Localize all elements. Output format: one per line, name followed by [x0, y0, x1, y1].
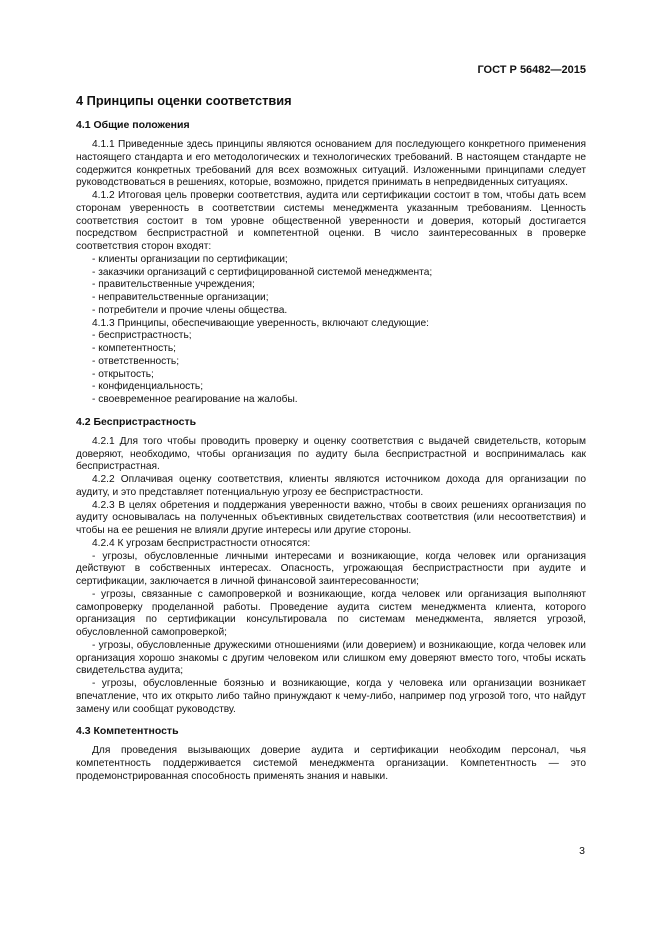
page-content	[76, 93, 586, 784]
threat-item: - угрозы, обусловленные личными интересами и возникающие, когда человек или организация действуют в собственных интересах. Опасность, угрожающая беспристрастности при аудите и сертификации, заключается в личной финансовой заинтересованности;	[76, 550, 586, 587]
list-item: - открытость;	[92, 368, 154, 380]
list-item: - потребители и прочие члены общества.	[92, 304, 288, 316]
section-4-1-heading: 4.1 Общие положения	[76, 119, 190, 131]
section-4-3-heading: 4.3 Компетентность	[76, 725, 179, 738]
list-item: - неправительственные организации;	[92, 292, 269, 303]
paragraph-4-1-2: 4.1.2 Итоговая цель проверки соответствия, аудита или сертификации состоит в том, чтобы дать всем сторонам уверенность в соответствии системы менеджмента указанным требованиям. Ценность соответствия состоит в том уровне общественной уверенности и доверия, который достигается посредством беспристрастной и компетентной оценки. В число заинтересованных в проверке соответствия сторон входят:	[76, 190, 586, 252]
document-id-header: ГОСТ Р 56482—2015	[477, 64, 586, 76]
stakeholder-list	[76, 254, 586, 318]
threat-item: - угрозы, связанные с самопроверкой и возникающие, когда человек или организация выполняют самопроверку проделанной работы. Проведение аудита систем менеджмента клиента, которого организация по сертификации консультировала по системам менеджмента, является угрозой, обусловленной самопроверкой;	[76, 588, 586, 638]
list-item: - клиенты организации по сертификации;	[92, 253, 288, 265]
list-item: - правительственные учреждения;	[92, 279, 255, 291]
paragraph-4-2-1: 4.2.1 Для того чтобы проводить проверку и оценку соответствия с выдачей свидетельств, которым доверяют, необходимо, чтобы организация по аудиту была беспристрастной и воспринималась как беспристрастная.	[76, 435, 586, 473]
threat-item: - угрозы, обусловленные боязнью и возникающие, когда у человека или организации возникает впечатление, что их открыто либо тайно принуждают к чему-либо, например под угрозой того, что найдут замену или сообщат руководству.	[76, 678, 586, 715]
list-item: - своевременное реагирование на жалобы.	[92, 394, 298, 405]
paragraph-4-1-3: 4.1.3 Принципы, обеспечивающие уверенность, включают следующие:	[92, 317, 429, 329]
paragraph-4-1-1: 4.1.1 Приведенные здесь принципы являются основанием для последующего конкретного применения настоящего стандарта и его методологических и технологических требований. В настоящем стандарте не содержится конкретных требований для всех возможных ситуаций. Изложенными принципами следует руководствоваться в решениях, которые, возможно, придется принимать в непредвиденных ситуациях.	[76, 139, 586, 189]
list-item: - конфиденциальность;	[92, 381, 204, 393]
threat-item: - угрозы, обусловленные дружескими отношениями (или доверием) и возникающие, когда человек или организация хорошо знакомы с другим человеком или слишком ему доверяют вместо того, чтобы искать свидетельства аудита;	[76, 639, 586, 677]
list-item: - компетентность;	[92, 343, 177, 354]
list-item: - ответственность;	[92, 355, 180, 367]
principles-list	[76, 330, 586, 407]
section-4-heading: 4 Принципы оценки соответствия	[76, 93, 292, 108]
list-item: - заказчики организаций с сертифицированной системой менеджмента;	[92, 266, 433, 278]
paragraph-4-2-2: 4.2.2 Оплачивая оценку соответствия, клиенты являются источником дохода для организации по аудиту, и это представляет потенциальную угрозу ее беспристрастности.	[76, 474, 586, 498]
section-4-2-heading: 4.2 Беспристрастность	[76, 415, 197, 428]
page-number: 3	[579, 845, 585, 857]
paragraph-4-2-4: 4.2.4 К угрозам беспристрастности относятся:	[92, 537, 311, 549]
list-item: - беспристрастность;	[92, 330, 192, 342]
paragraph-4-2-3: 4.2.3 В целях обретения и поддержания уверенности важно, чтобы в своих решениях организация по аудиту основывалась на полученных объективных свидетельствах соответствия (или несоответствия) и чтобы на ее решения не влияли другие интересы или другие стороны.	[76, 499, 586, 536]
paragraph-4-3: Для проведения вызывающих доверие аудита и сертификации необходим персонал, чья компетентность поддерживается системой менеджмента организации. Компетентность — это продемонстрированная способность применять знания и навыки.	[76, 745, 586, 782]
